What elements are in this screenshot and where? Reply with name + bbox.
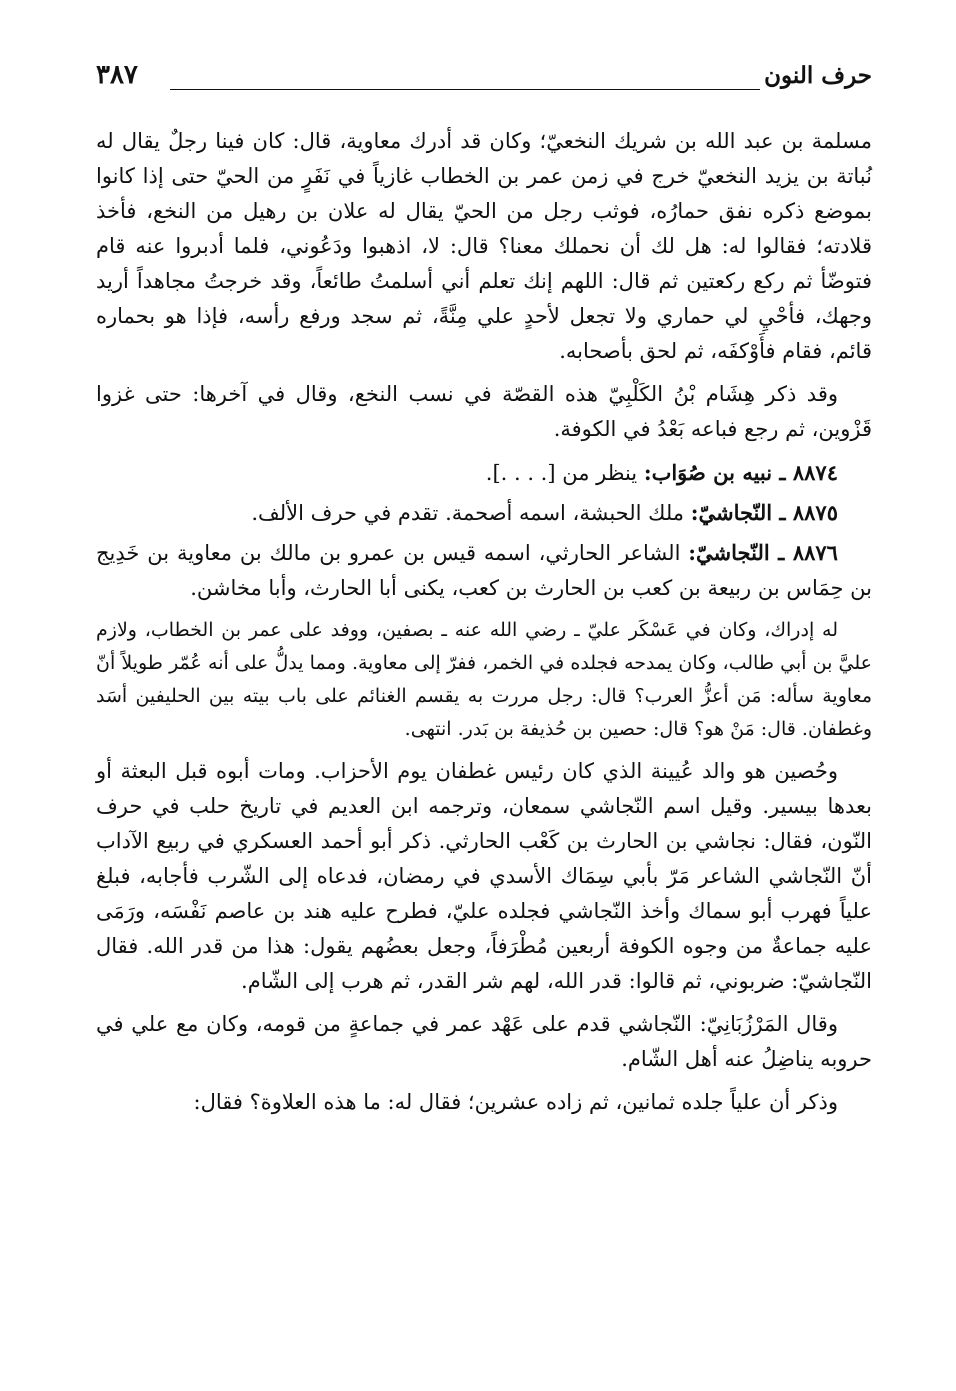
page-header	[96, 56, 872, 96]
entry-8874-text: ينظر من [. . . .].	[485, 461, 638, 485]
running-title: حرف النون	[764, 62, 872, 89]
entry-8875-head: ٨٨٧٥ ـ النّجاشيّ:	[690, 500, 838, 525]
entry-8875	[96, 495, 872, 531]
entry-8876-head: ٨٨٧٦ ـ النّجاشيّ:	[688, 540, 838, 565]
header-rule	[170, 89, 760, 90]
paragraph-husayn: وحُصين هو والد عُيينة الذي كان رئيس غطفان يوم الأحزاب. ومات أبوه قبل البعثة أو بعدها بيسير. وقيل اسم النّجاشي سمعان، وترجمه ابن العديم في تاريخ حلب في حرف النّون، فقال: نجاشي بن الحارث بن كَعْب الحارثي. ذكر أبو أحمد العسكري في ربيع الآداب أنّ النّجاشي الشاعر مَرّ بأبي سِمَاك الأسدي في رمضان، فدعاه إلى الشّرب فأجابه، فبلغ علياً فهرب أبو سماك وأخذ النّجاشي فجلده عليّ، فطرح عليه هند بن عاصم نَفْسَه، ورَمَى عليه جماعةٌ من وجوه الكوفة أربعين مُطْرَفاً، وجعل بعضُهم يقول: هذا من قدر الله. فقال النّجاشيّ: ضربوني، ثم قالوا: قدر الله، لهم شر القدر، ثم هرب إلى الشّام.	[96, 759, 873, 993]
entry-8874-head: ٨٨٧٤ ـ نبيه بن صُوَاب:	[643, 460, 838, 485]
page-body	[96, 124, 872, 1128]
paragraph-marzubani: وقال المَرْزُبَانِيّ: النّجاشي قدم على عَهْد عمر في جماعةٍ من قومه، وكان مع علي في حروبه يناضِلُ عنه أهل الشّام.	[96, 1012, 872, 1071]
page-number: ٣٨٧	[96, 60, 138, 90]
entry-8875-text: ملك الحبشة، اسمه أصحمة. تقدم في حرف الألف.	[251, 501, 685, 525]
paragraph-flogging: وذكر أن علياً جلده ثمانين، ثم زاده عشرين؛ فقال له: ما هذه العلاوة؟ فقال:	[193, 1090, 838, 1114]
quoted-passage: له إدراك، وكان في عَسْكَر عليّ ـ رضي الله عنه ـ بصفين، ووفد على عمر بن الخطاب، ولازم عليَّ بن أبي طالب، وكان يمدحه فجلده في الخمر، ففرّ إلى معاوية. ومما يدلُّ على أنه عُمّر طويلاً أنّ معاوية سأله: مَن أعزُّ العرب؟ قال: رجل مررت به يقسم الغنائم على باب بيته بين الحليفين أسَد وغطفان. قال: مَنْ هو؟ قال: حصين بن حُذيفة بن بَدر. انتهى.	[96, 619, 872, 740]
paragraph-hisham-kalbi: وقد ذكر هِشَام بْنُ الكَلْبِيّ هذه القصّة في نسب النخع، وقال في آخرها: حتى غزوا قَزْوين، ثم رجع فباعه بَعْدُ في الكوفة.	[96, 382, 872, 441]
entry-8876-text: الشاعر الحارثي، اسمه قيس بن عمرو بن مالك بن معاوية بن خَدِيج بن حِمَاس بن ربيعة بن كعب بن الحارث بن كعب، يكنى أبا الحارث، وأبا مخاشن.	[96, 541, 872, 600]
entry-8876	[96, 535, 872, 606]
entry-8874	[96, 455, 872, 491]
paragraph-nubata-story: مسلمة بن عبد الله بن شريك النخعيّ؛ وكان قد أدرك معاوية، قال: كان فينا رجلٌ يقال له نُباتة بن يزيد النخعيّ خرج في زمن عمر بن الخطاب غازياً في نَفَرٍ من الحيّ حتى إذا كانوا بموضع ذكره نفق حمارُه، فوثب رجل من الحيّ يقال له علان بن رهيل من النخع، فأخذ قلادته؛ فقالوا له: هل لك أن نحملك معنا؟ قال: لا، اذهبوا ودَعُوني، فلما أدبروا عنه قام فتوضّأ ثم ركع ركعتين ثم قال: اللهم إنك تعلم أني أسلمتُ طائعاً، وقد خرجتُ مجاهداً أريد وجهك، فأحْيِ لي حماري ولا تجعل لأحدٍ علي مِنَّةً، ثم سجد ورفع رأسه، فإذا هو بحماره قائم، فقام فأَوْكفَه، ثم لحق بأصحابه.	[96, 129, 872, 363]
